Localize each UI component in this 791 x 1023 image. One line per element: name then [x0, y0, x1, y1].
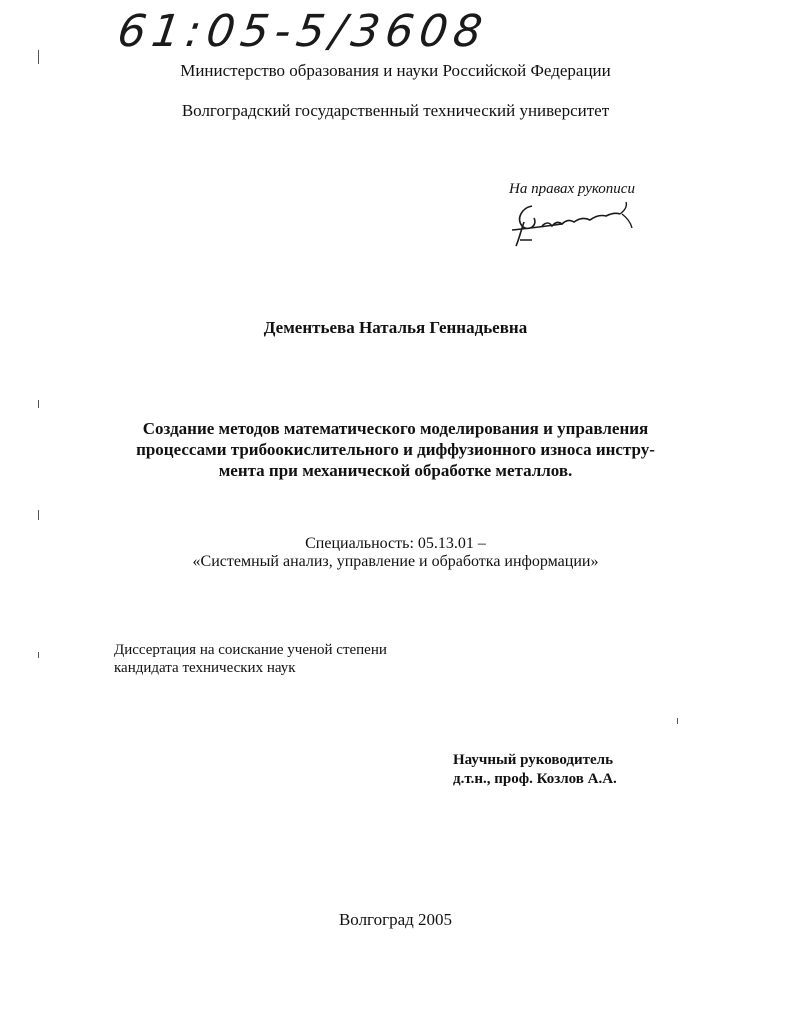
scientific-advisor — [453, 751, 617, 789]
signature-icon — [502, 196, 642, 251]
specialty-code: Специальность: 05.13.01 – — [305, 535, 486, 552]
title-line: процессами трибоокислительного и диффузионного износа инстру- — [136, 440, 655, 459]
manuscript-rights-note: На правах рукописи — [509, 181, 635, 197]
degree-line: Диссертация на соискание ученой степени — [114, 642, 387, 658]
scan-margin-mark — [38, 50, 39, 64]
advisor-label: Научный руководитель — [453, 752, 613, 768]
title-line: мента при механической обработке металлов. — [218, 461, 573, 480]
university-name: Волгоградский государственный технический университет — [181, 101, 610, 120]
title-line: Создание методов математического моделирования и управления — [142, 419, 649, 438]
dissertation-degree — [114, 641, 387, 677]
scan-margin-mark — [38, 652, 39, 658]
scan-margin-mark — [38, 400, 39, 408]
author-name: Дементьева Наталья Геннадьевна — [263, 318, 528, 337]
scan-margin-mark — [677, 718, 678, 724]
specialty-block — [0, 535, 791, 571]
handwritten-catalog-code: 61:05-5/3608 — [114, 6, 492, 57]
advisor-name: д.т.н., проф. Козлов А.А. — [453, 771, 617, 787]
scan-margin-mark — [38, 510, 39, 520]
specialty-name: «Системный анализ, управление и обработка информации» — [192, 553, 599, 570]
dissertation-title — [110, 418, 681, 481]
ministry-name: Министерство образования и науки Российской Федерации — [180, 61, 611, 80]
city-year: Волгоград 2005 — [338, 910, 453, 929]
degree-line: кандидата технических наук — [114, 660, 296, 676]
